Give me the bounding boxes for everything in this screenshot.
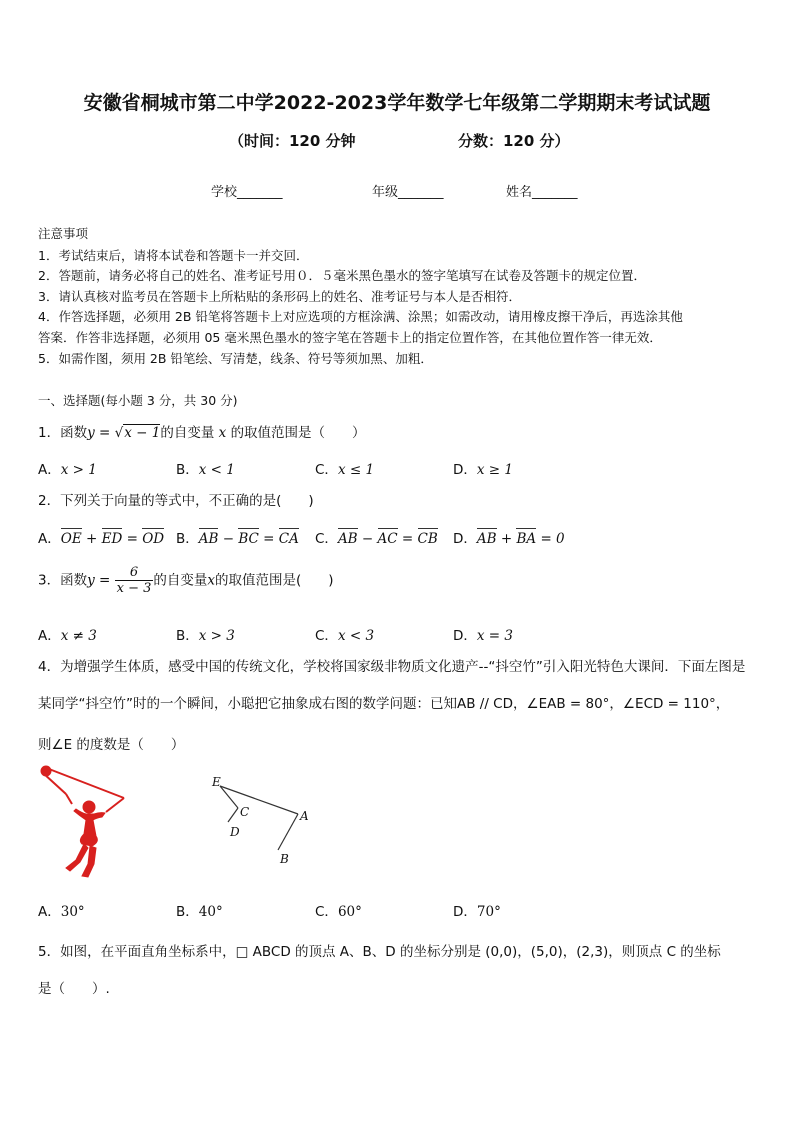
label-d: D — [230, 825, 240, 839]
q1-option-d: D．x ≥ 1 — [453, 462, 514, 478]
q1-option-b: B．x < 1 — [176, 462, 235, 478]
question-4-line: 则∠E 的度数是（ ） — [38, 737, 185, 753]
geometry-figure — [206, 770, 316, 870]
question-4-line: 某同学“抖空竹”时的一个瞬间，小聪把它抽象成右图的数学问题：已知AB // CD，∠EAB = 80°，∠ECD = 110°， — [38, 696, 730, 712]
q4-option-b: B．40° — [176, 904, 223, 920]
q2-option-c: C．AB − AC = CB — [315, 531, 438, 547]
question-1: 1．函数y = √x − 1的自变量 x 的取值范围是（ ） — [38, 425, 366, 441]
q2-option-d: D．AB + BA = 0 — [453, 531, 565, 547]
fraction: $\frac{6}{x - 3}$ — [116, 565, 152, 596]
notice-line: 3．请认真核对监考员在答题卡上所粘贴的条形码上的姓名、准考证号与本人是否相符． — [38, 289, 521, 304]
q2-option-b: B．AB − BC = CA — [176, 531, 299, 547]
q1-option-c: C．x ≤ 1 — [315, 462, 375, 478]
notice-line: 答案．作答非选择题，必须用 05 毫米黑色墨水的签字笔在答题卡上的指定位置作答，在其他位置作答一律无效． — [38, 330, 662, 345]
question-4-line: 4．为增强学生体质，感受中国的传统文化，学校将国家级非物质文化遗产--“抖空竹”引入阳光特色大课间．下面左图是 — [38, 659, 746, 675]
q2-option-a: A．OE + ED = OD — [38, 531, 165, 547]
notice-line: 4．作答选择题，必须用 2B 铅笔将答题卡上对应选项的方框涂满、涂黑；如需改动，请用橡皮擦干净后，再选涂其他 — [38, 309, 683, 324]
q3-option-c: C．x < 3 — [315, 628, 375, 644]
question-2: 2．下列关于向量的等式中，不正确的是( ) — [38, 493, 314, 509]
segment-cd — [228, 808, 238, 822]
score-label: 分数：120 分） — [458, 132, 570, 150]
grade-field: 年级_______ — [372, 185, 444, 200]
diabolo-person-illustration — [36, 764, 132, 884]
name-field: 姓名_______ — [506, 185, 578, 200]
q3-option-a: A．x ≠ 3 — [38, 628, 97, 644]
q4-option-c: C．60° — [315, 904, 362, 920]
question-5-line: 是（ ）. — [38, 981, 110, 997]
q4-option-d: D．70° — [453, 904, 501, 920]
question-3: 3．函数y = $\frac{6}{x - 3}$ 的自变量x的取值范围是( ) — [38, 565, 334, 596]
section-heading: 一、选择题(每小题 3 分，共 30 分) — [38, 393, 238, 408]
page-title: 安徽省桐城市第二中学2022-2023学年数学七年级第二学期期末考试试题 — [83, 92, 711, 114]
notice-line: 1．考试结束后，请将本试卷和答题卡一并交回． — [38, 248, 309, 263]
q4-option-a: A．30° — [38, 904, 85, 920]
question-5-line: 5．如图，在平面直角坐标系中，□ ABCD 的顶点 A、B、D 的坐标分别是 (0,0)，(5,0)，(2,3)，则顶点 C 的坐标 — [38, 944, 721, 960]
time-label: （时间：120 分钟 — [229, 132, 356, 150]
label-b: B — [280, 852, 289, 866]
segment-ab — [278, 814, 298, 850]
label-a: A — [300, 809, 309, 823]
notice-line: 2．答题前，请务必将自己的姓名、准考证号用０．５毫米黑色墨水的签字笔填写在试卷及答题卡的规定位置． — [38, 268, 646, 283]
label-e: E — [212, 775, 221, 789]
label-c: C — [240, 805, 250, 819]
notice-line: 5．如需作图，须用 2B 铅笔绘、写清楚，线条、符号等须加黑、加粗． — [38, 351, 433, 366]
q3-option-b: B．x > 3 — [176, 628, 235, 644]
notice-heading: 注意事项 — [38, 226, 89, 241]
q3-option-d: D．x = 3 — [453, 628, 514, 644]
school-field: 学校_______ — [211, 185, 283, 200]
q1-option-a: A．x > 1 — [38, 462, 97, 478]
